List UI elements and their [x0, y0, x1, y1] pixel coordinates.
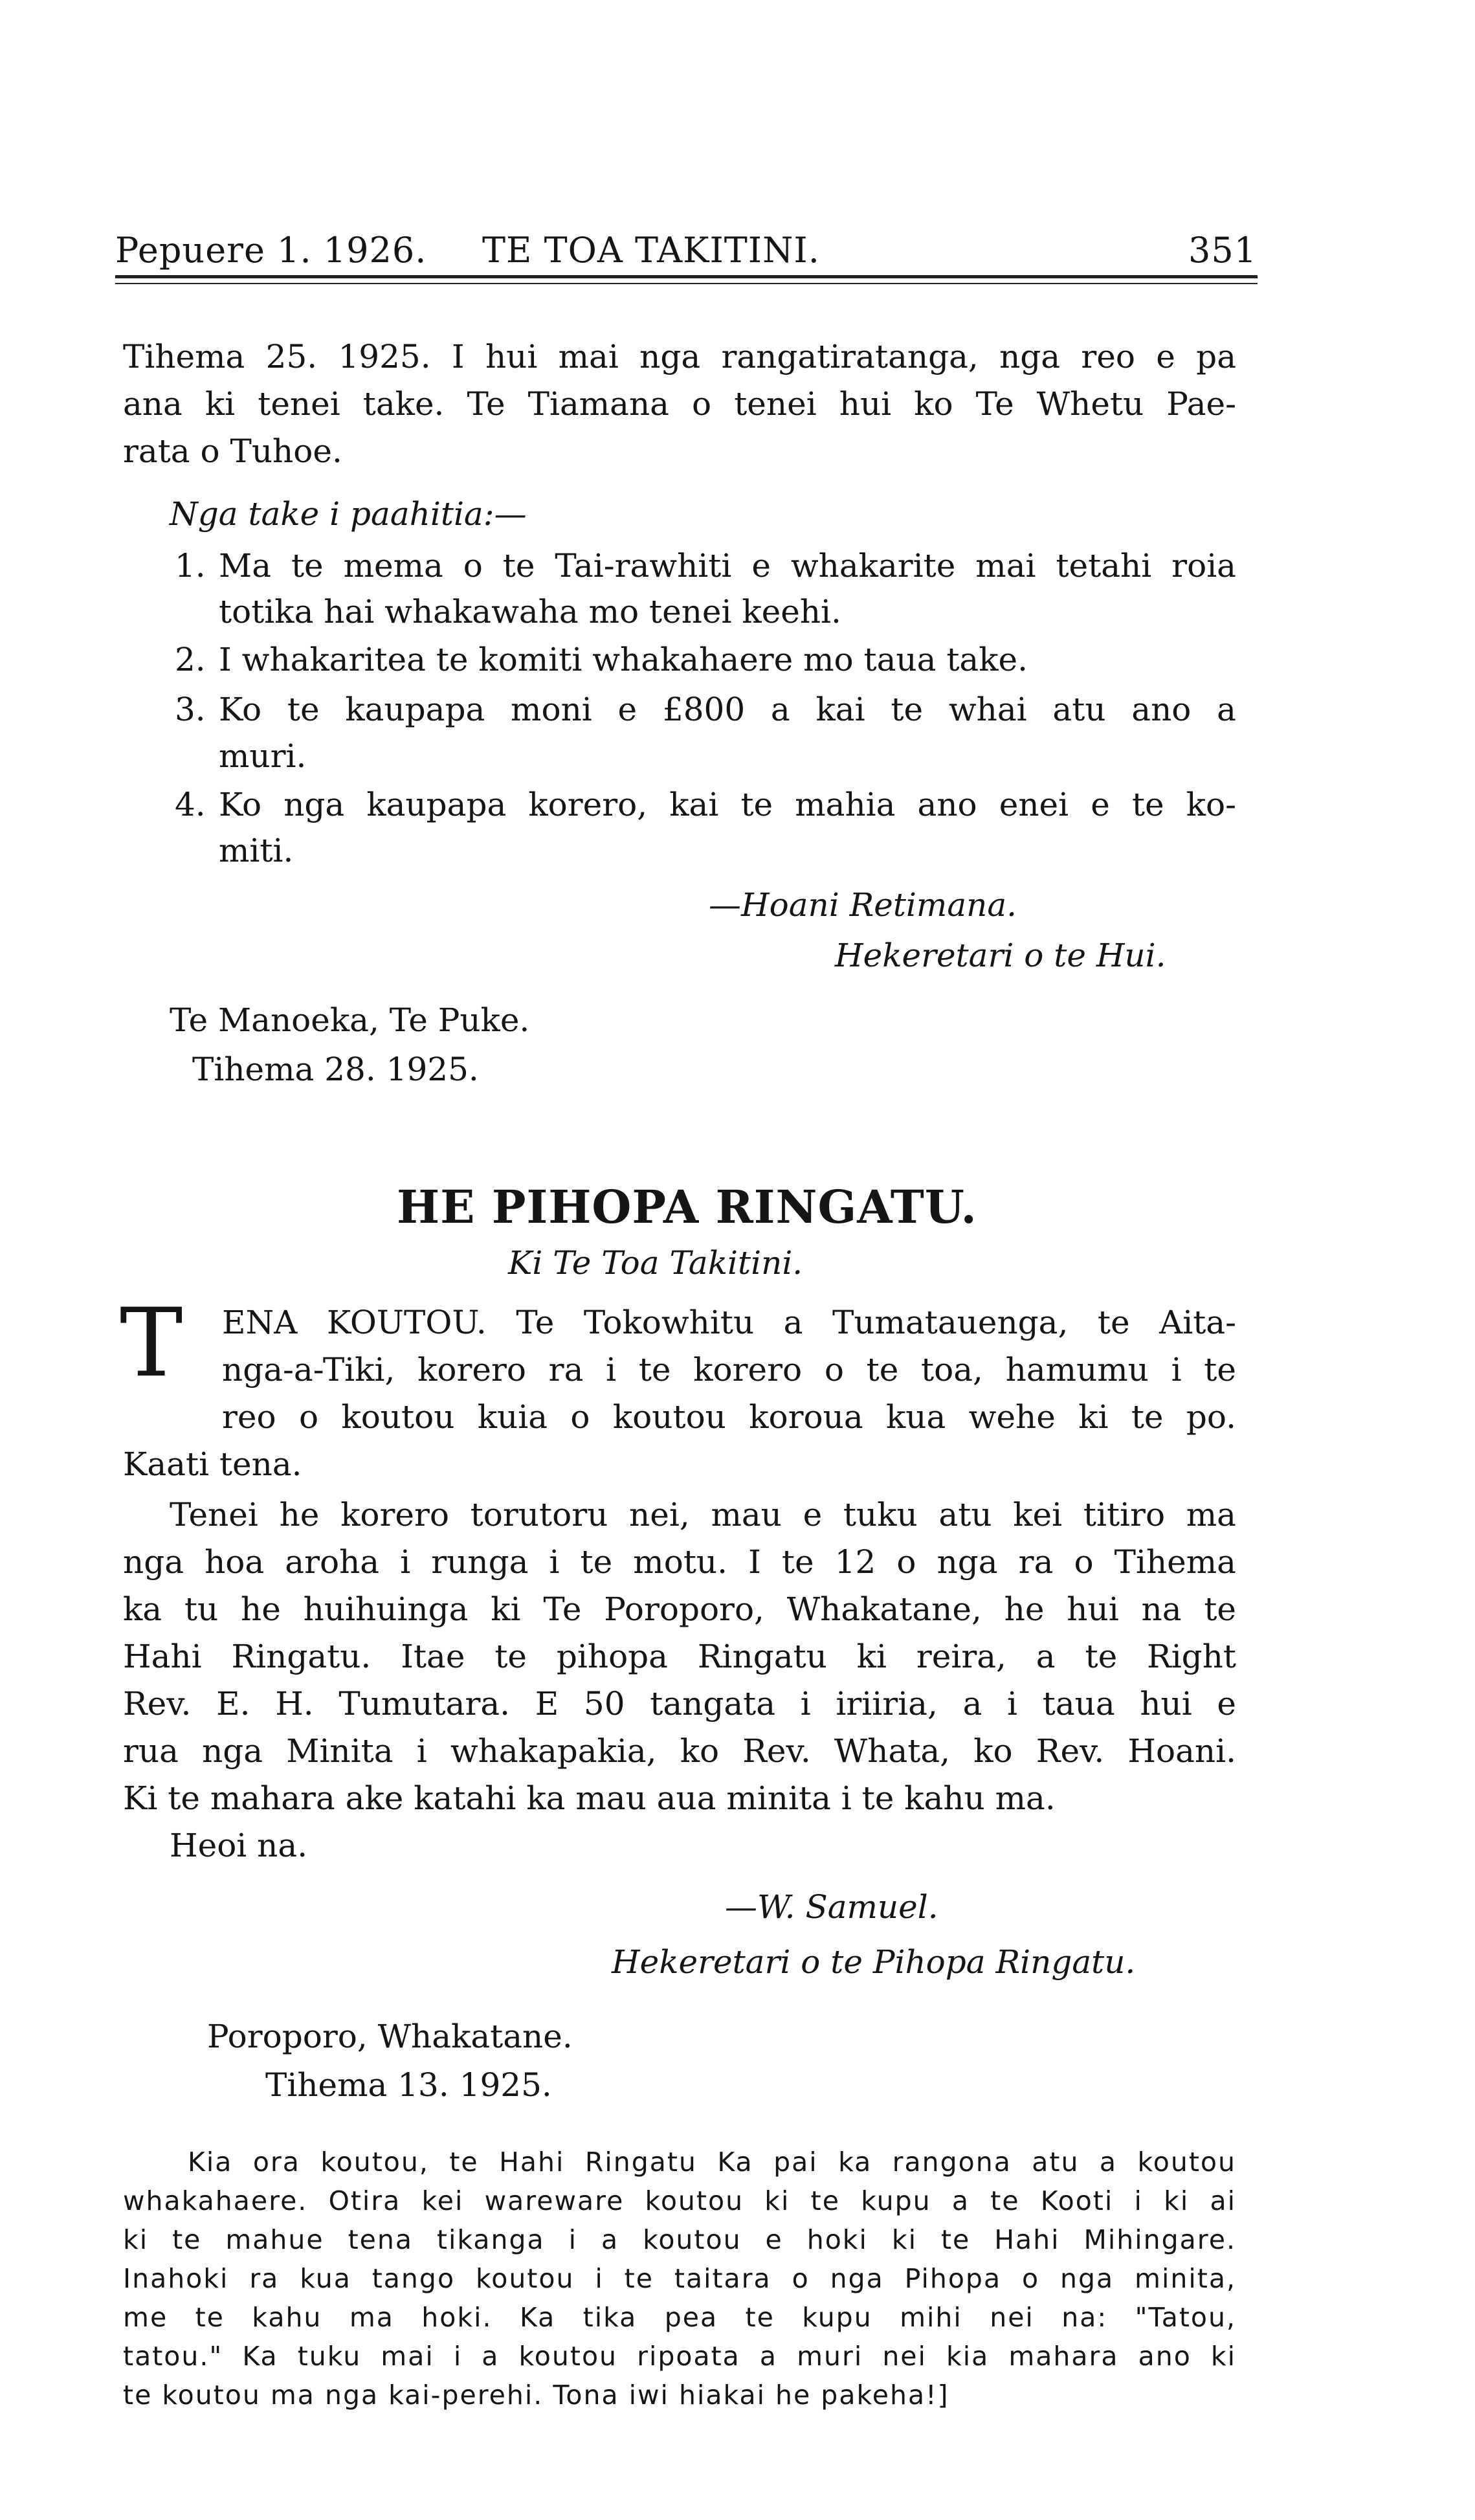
- resolutions-heading: Nga take i paahitia:—: [170, 495, 527, 533]
- resolution-line: Ma te mema o te Tai-rawhiti e whakarite mai tetahi roia: [219, 547, 1236, 585]
- text-line: Tihema 25. 1925. I hui mai nga rangatiratanga, nga reo e pa: [123, 338, 1236, 375]
- note-line: te koutou ma nga kai-perehi. Tona iwi hiakai he pakeha!]: [123, 2380, 949, 2411]
- signature-role: Hekeretari o te Hui.: [835, 937, 1166, 974]
- signature-role: Hekeretari o te Pihopa Ringatu.: [612, 1943, 1136, 1981]
- text-line: Tenei he korero torutoru nei, mau e tuku atu kei titiro ma: [170, 1496, 1236, 1533]
- date-line: Tihema 13. 1925.: [265, 2066, 552, 2104]
- text-line: nga-a-Tiki, korero ra i te korero o te toa, hamumu i te: [222, 1351, 1236, 1388]
- signature-name: —Hoani Retimana.: [709, 886, 1017, 924]
- resolution-line: I whakaritea te komiti whakahaere mo taua take.: [219, 641, 1028, 678]
- text-line: ENA KOUTOU. Te Tokowhitu a Tumatauenga, te Aita-: [222, 1304, 1236, 1341]
- text-line: reo o koutou kuia o koutou koroua kua wehe ki te po.: [222, 1398, 1236, 1436]
- text-line: rata o Tuhoe.: [123, 432, 342, 470]
- resolution-number: 3.: [175, 691, 206, 728]
- text-line: ana ki tenei take. Te Tiamana o tenei hui ko Te Whetu Pae-: [123, 385, 1236, 423]
- header-page-number: 351: [1188, 230, 1258, 271]
- resolution-line: Ko nga kaupapa korero, kai te mahia ano enei e te ko-: [219, 786, 1236, 823]
- text-line: rua nga Minita i whakapakia, ko Rev. Whata, ko Rev. Hoani.: [123, 1732, 1236, 1770]
- resolution-number: 4.: [175, 786, 206, 823]
- text-line: ka tu he huihuinga ki Te Poroporo, Whakatane, he hui na te: [123, 1590, 1236, 1628]
- place-line: Te Manoeka, Te Puke.: [170, 1001, 530, 1039]
- header-journal-title: TE TOA TAKITINI.: [482, 230, 820, 271]
- resolution-line: miti.: [219, 832, 294, 869]
- resolution-number: 2.: [175, 641, 206, 678]
- resolution-number: 1.: [175, 547, 206, 585]
- text-line: Ki te mahara ake katahi ka mau aua minita i te kahu ma.: [123, 1779, 1056, 1817]
- header-rule-thin: [115, 283, 1258, 284]
- date-line: Tihema 28. 1925.: [192, 1051, 479, 1088]
- note-line: ki te mahue tena tikanga i a koutou e hoki ki te Hahi Mihingare.: [123, 2224, 1236, 2255]
- article-subtitle: Ki Te Toa Takitini.: [508, 1244, 803, 1282]
- resolution-line: totika hai whakawaha mo tenei keehi.: [219, 593, 841, 630]
- resolution-line: muri.: [219, 737, 307, 775]
- text-line: Hahi Ringatu. Itae te pihopa Ringatu ki reira, a te Right: [123, 1638, 1236, 1675]
- text-line: Rev. E. H. Tumutara. E 50 tangata i iriiria, a i taua hui e: [123, 1685, 1236, 1723]
- place-line: Poroporo, Whakatane.: [207, 2018, 573, 2055]
- note-line: me te kahu ma hoki. Ka tika pea te kupu mihi nei na: "Tatou,: [123, 2302, 1236, 2333]
- text-line: nga hoa aroha i runga i te motu. I te 12 o nga ra o Tihema: [123, 1543, 1236, 1581]
- note-line: tatou." Ka tuku mai i a koutou ripoata a muri nei kia mahara ano ki: [123, 2341, 1236, 2372]
- resolution-line: Ko te kaupapa moni e £800 a kai te whai atu ano a: [219, 691, 1236, 728]
- note-line: Inahoki ra kua tango koutou i te taitara o nga Pihopa o nga minita,: [123, 2263, 1236, 2294]
- text-line: Kaati tena.: [123, 1445, 302, 1483]
- text-line: Heoi na.: [170, 1827, 308, 1864]
- header-rule-thick: [115, 275, 1258, 278]
- header-date: Pepuere 1. 1926.: [115, 230, 427, 271]
- signature-name: —W. Samuel.: [725, 1888, 938, 1926]
- drop-cap: T: [120, 1288, 183, 1398]
- article-title: HE PIHOPA RINGATU.: [397, 1180, 977, 1234]
- note-line: whakahaere. Otira kei wareware koutou ki te kupu a te Kooti i ki ai: [123, 2185, 1236, 2216]
- note-line: Kia ora koutou, te Hahi Ringatu Ka pai ka rangona atu a koutou: [188, 2146, 1236, 2178]
